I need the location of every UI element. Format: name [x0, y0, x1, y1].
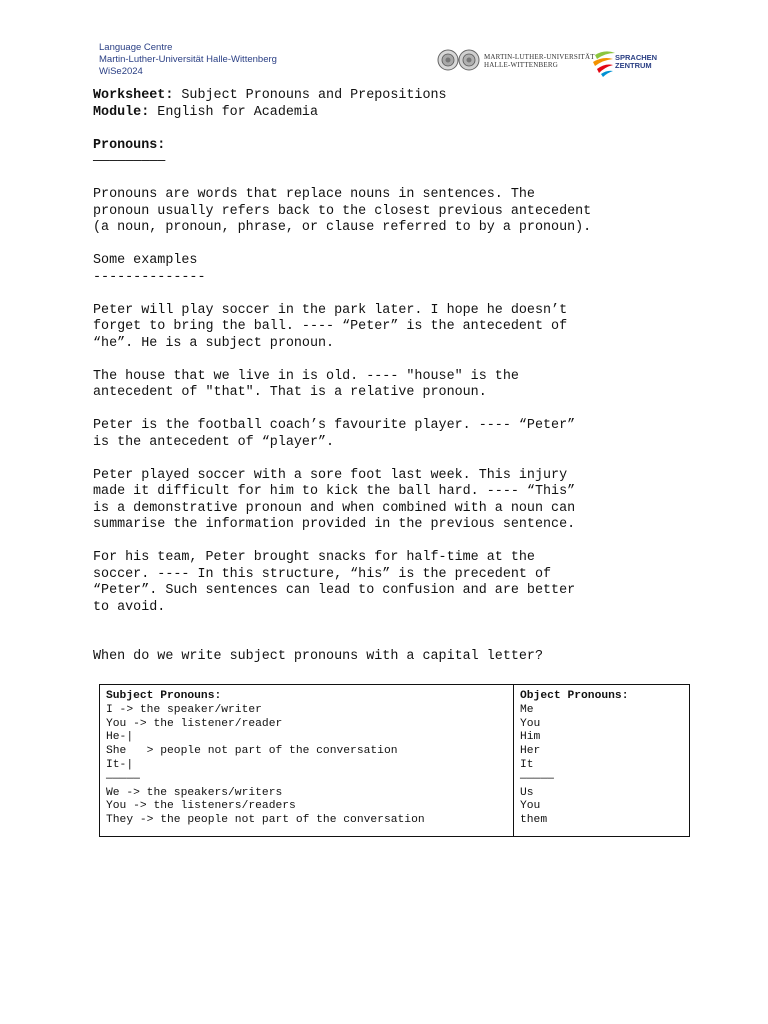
example-line: soccer. ---- In this structure, “his” is the precedent of: [93, 566, 552, 582]
object-pronoun-row: them: [520, 814, 548, 827]
institution-line: Language Centre: [99, 42, 173, 53]
worksheet-body: [93, 88, 693, 666]
object-pronoun-row: Us: [520, 786, 534, 799]
example-line: “Peter”. Such sentences can lead to confusion and are better: [93, 583, 576, 598]
object-pronoun-row: You: [520, 717, 541, 730]
object-pronoun-row: Her: [520, 745, 541, 758]
pronouns-rule: ―――――――――: [93, 154, 166, 169]
pronoun-table: [99, 684, 690, 837]
university-seal-icon: [436, 49, 460, 71]
example-line: “he”. He is a subject pronoun.: [93, 335, 335, 351]
institution-header: [99, 42, 277, 78]
intro-line: Pronouns are words that replace nouns in sentences. The: [93, 187, 535, 202]
example-line: made it difficult for him to kick the ball hard. ---- “This”: [93, 484, 576, 499]
object-pronoun-row: You: [520, 800, 541, 813]
subject-pronoun-row: He-|: [106, 731, 134, 744]
subject-pronoun-row: We -> the speakers/writers: [106, 786, 283, 799]
example-line: Peter is the football coach’s favourite player. ---- “Peter”: [93, 418, 576, 433]
worksheet-title: Worksheet: Subject Pronouns and Prepositions: [93, 88, 447, 103]
example-line: is a demonstrative pronoun and when combined with a noun can: [93, 500, 576, 516]
example-line: For his team, Peter brought snacks for half-time at the: [93, 550, 535, 565]
object-pronoun-row: It: [520, 758, 534, 771]
example-line: Peter played soccer with a sore foot last week. This injury: [93, 467, 568, 483]
object-pronoun-row: Me: [520, 703, 534, 716]
subject-pronoun-row: She > people not part of the conversation: [106, 745, 398, 758]
object-pronoun-row: Him: [520, 731, 541, 744]
examples-heading: Some examples: [93, 253, 198, 268]
example-line: is the antecedent of “player”.: [93, 434, 335, 450]
subject-pronoun-row: It-|: [106, 758, 134, 771]
module-title: Module: English for Academia: [93, 104, 318, 120]
example-line: summarise the information provided in the previous sentence.: [93, 517, 576, 532]
example-line: Peter will play soccer in the park later. I hope he doesn’t: [93, 302, 568, 318]
institution-line: Martin-Luther-Universität Halle-Wittenberg: [99, 54, 277, 65]
university-seal-icon-secondary: [458, 49, 480, 71]
object-pronouns-column: [514, 685, 689, 836]
example-line: antecedent of "that". That is a relative pronoun.: [93, 385, 487, 400]
institution-line: WiSe2024: [99, 66, 143, 77]
intro-line: (a noun, pronoun, phrase, or clause referred to by a pronoun).: [93, 220, 592, 235]
examples-rule: --------------: [93, 269, 206, 285]
example-line: to avoid.: [93, 599, 166, 615]
subject-pronoun-row: You -> the listeners/readers: [106, 800, 296, 813]
pronouns-heading: Pronouns:: [93, 137, 166, 153]
example-line: forget to bring the ball. ---- “Peter” is the antecedent of: [93, 319, 568, 334]
sprachenzentrum-logo-text: SPRACHEN ZENTRUM: [615, 53, 658, 70]
object-pronouns-header: Object Pronouns:: [520, 690, 629, 702]
university-logo-text: MARTIN-LUTHER-UNIVERSITÄT HALLE-WITTENBERG: [484, 53, 595, 69]
subject-pronouns-column: [100, 685, 514, 836]
example-line: The house that we live in is old. ---- "house" is the: [93, 368, 519, 384]
subject-pronoun-row: I -> the speaker/writer: [106, 703, 262, 716]
subject-pronoun-divider: ―――――: [106, 772, 140, 785]
subject-pronouns-header: Subject Pronouns:: [106, 690, 222, 702]
subject-pronoun-row: You -> the listener/reader: [106, 717, 283, 730]
object-pronoun-divider: ―――――: [520, 772, 554, 785]
capital-letter-question: When do we write subject pronouns with a capital letter?: [93, 649, 543, 664]
intro-line: pronoun usually refers back to the closest previous antecedent: [93, 203, 592, 219]
subject-pronoun-row: They -> the people not part of the conversation: [106, 814, 425, 827]
